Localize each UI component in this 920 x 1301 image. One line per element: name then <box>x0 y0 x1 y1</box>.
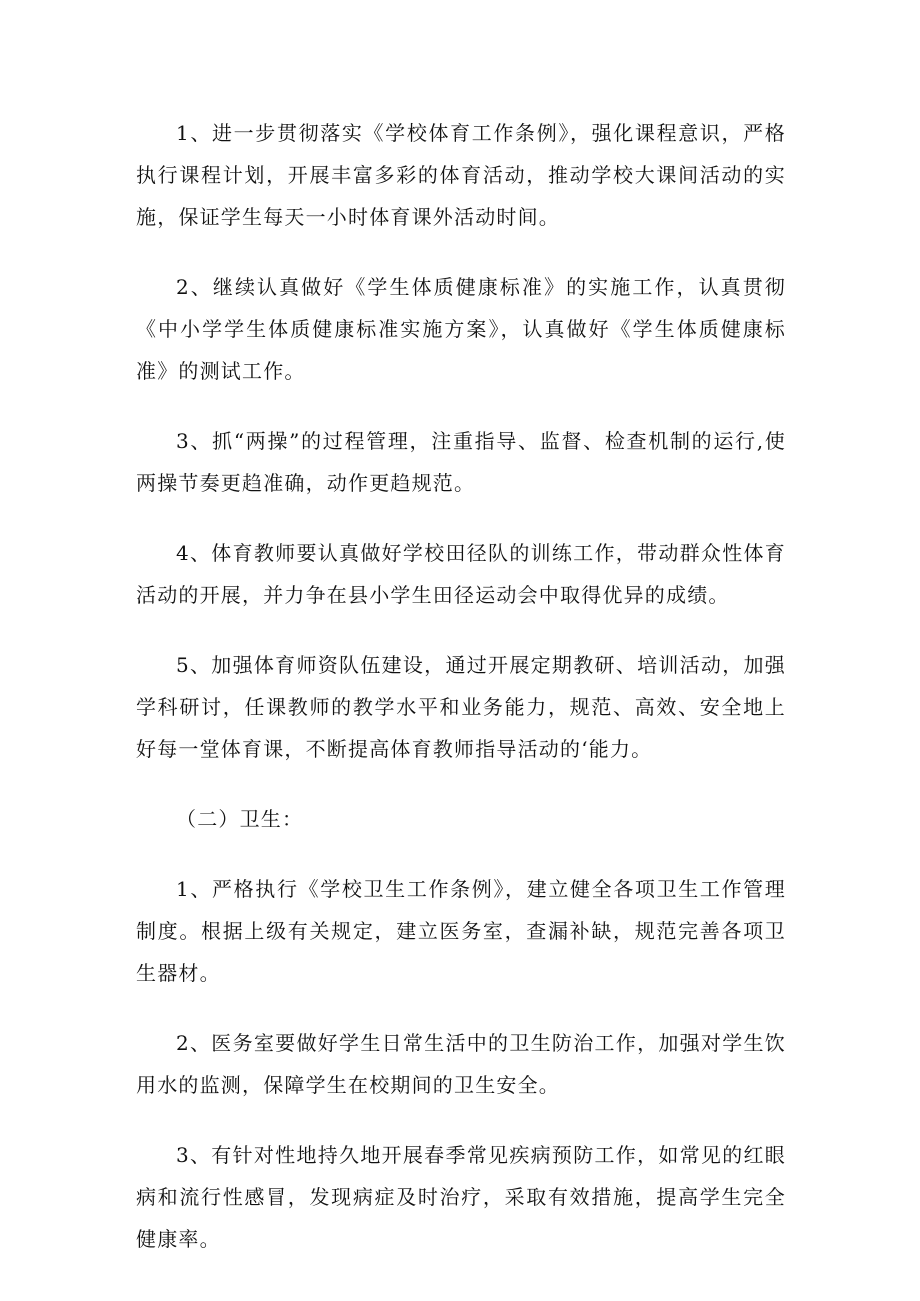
paragraph-pe-1: 1、进一步贯彻落实《学校体育工作条例》，强化课程意识，严格执行课程计划，开展丰富多彩的体育活动，推动学校大课间活动的实施，保证学生每天一小时体育课外活动时间。 <box>136 121 786 229</box>
paragraph-pe-3: 3、抓“两操”的过程管理，注重指导、监督、检查机制的运行,使两操节奏更趋准确，动作更趋规范。 <box>136 429 786 495</box>
section-heading-health: （二）卫生： <box>176 807 304 831</box>
paragraph-health-3: 3、有针对性地持久地开展春季常见疾病预防工作，如常见的红眼病和流行性感冒，发现病症及时治疗，采取有效措施，提高学生完全健康率。 <box>136 1143 786 1251</box>
document-body <box>136 112 786 1288</box>
paragraph-health-2: 2、医务室要做好学生日常生活中的卫生防治工作，加强对学生饮用水的监测，保障学生在校期间的卫生安全。 <box>136 1031 786 1097</box>
paragraph-pe-5: 5、加强体育师资队伍建设，通过开展定期教研、培训活动，加强学科研讨，任课教师的教学水平和业务能力，规范、高效、安全地上好每一堂体育课，不断提高体育教师指导活动的‘能力。 <box>136 653 786 761</box>
paragraph-pe-2: 2、继续认真做好《学生体质健康标准》的实施工作，认真贯彻《中小学学生体质健康标准实施方案》，认真做好《学生体质健康标准》的测试工作。 <box>136 275 786 383</box>
paragraph-health-1: 1、严格执行《学校卫生工作条例》，建立健全各项卫生工作管理制度。根据上级有关规定，建立医务室，查漏补缺，规范完善各项卫生器材。 <box>136 877 786 985</box>
paragraph-pe-4: 4、体育教师要认真做好学校田径队的训练工作，带动群众性体育活动的开展，并力争在县小学生田径运动会中取得优异的成绩。 <box>136 541 786 607</box>
